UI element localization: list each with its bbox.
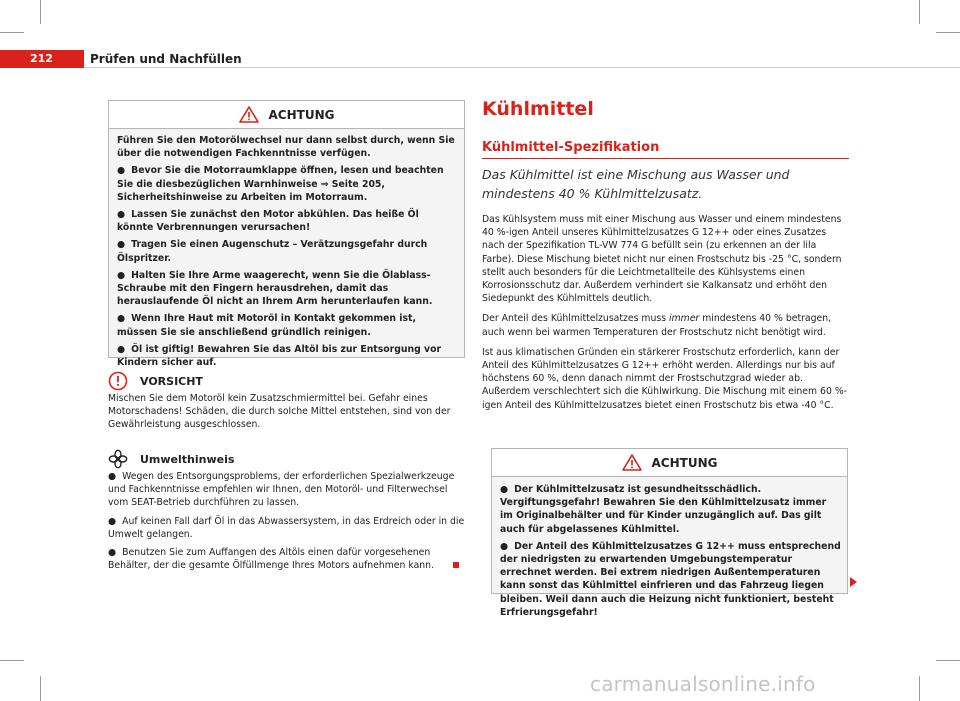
bullet-icon: ● — [500, 484, 509, 495]
crop-mark — [919, 0, 920, 24]
warning-box-oil — [108, 100, 465, 369]
caution-text-block — [108, 392, 465, 432]
bullet-icon: ● — [117, 313, 126, 325]
caution-note — [108, 370, 465, 437]
warning-box-coolant — [491, 448, 848, 618]
coolant-body — [482, 213, 849, 419]
warning-item: ● Öl ist giftig! Bewahren Sie das Altöl bis zur Entsorgung vor Kindern sicher auf. — [117, 343, 442, 369]
coolant-paragraph: Das Kühlsystem muss mit einer Mischung aus Wasser und einem mindestens 40 %-igen Anteil unseres Kühlmittelzusatzes G 12++ oder eines Zusatzes nach der Spezifikation TL-VW 774 G befüllt sein (zu erkennen an der lila Farbe). Diese Mischung bietet nicht nur einen Frostschutz bis -25 °C, sondern stellt auch besonders für die Leichtmetallteile des Kühlsystems einen Korrosionsschutz dar. Außerdem verhindert sie Kalkansatz und erhöht den Siedepunkt des Kühlmittels deutlich. — [482, 214, 842, 305]
warning-item: ● Lassen Sie zunächst den Motor abkühlen. Das heiße Öl könnte Verbrennungen verursachen! — [117, 209, 419, 234]
flower-icon — [108, 449, 128, 469]
warning-triangle-icon — [239, 106, 259, 123]
warning-header — [109, 101, 464, 129]
bullet-icon: ● — [117, 239, 126, 251]
warning-title: ACHTUNG — [268, 107, 335, 122]
warning-item: ● Der Kühlmittelzusatz ist gesundheitsschädlich. Vergiftungsgefahr! Bewahren Sie den Kühlmittelzusatz immer im Originalbehälter und für Kinder unzugänglich auf. Das gilt auch für abgelassenes Kühlmittel. — [500, 484, 827, 535]
warning-intro: Führen Sie den Motorölwechsel nur dann selbst durch, wenn Sie über die notwendigen Fachkenntnisse verfügen. — [117, 135, 455, 160]
continue-arrow-icon — [850, 577, 857, 587]
bullet-icon: ● — [108, 547, 117, 559]
caution-text: Mischen Sie dem Motoröl kein Zusatzschmiermittel bei. Gefahr eines Motorschadens! Schäden, die durch solche Mittel entstehen, sind von der Gewährleistung ausgeschlossen. — [108, 393, 451, 431]
environment-note — [108, 448, 465, 577]
coolant-lead: Das Kühlmittel ist eine Mischung aus Wasser und mindestens 40 % Kühlmittelzusatz. — [482, 167, 790, 201]
warning-body — [109, 129, 464, 369]
warning-item: ● Tragen Sie einen Augenschutz – Verätzungsgefahr durch Ölspritzer. — [117, 239, 428, 264]
bullet-icon: ● — [108, 515, 117, 527]
bullet-icon: ● — [108, 471, 117, 482]
bullet-icon: ● — [500, 540, 509, 552]
environment-title: Umwelthinweis — [140, 452, 235, 466]
bullet-icon: ● — [117, 209, 126, 221]
crop-mark — [936, 32, 960, 33]
crop-mark — [0, 32, 24, 33]
crop-mark — [936, 660, 960, 661]
warning-item: ● Bevor Sie die Motorraumklappe öffnen, lesen und beachten Sie die diesbezüglichen Warnhinweise ⇒ Seite 205, Sicherheitshinweise zu Arbeiten im Motorraum. — [117, 165, 444, 203]
caution-exclamation-icon — [108, 371, 128, 391]
coolant-heading: Kühlmittel — [482, 98, 594, 120]
caution-title: VORSICHT — [140, 374, 203, 388]
warning-title: ACHTUNG — [651, 455, 718, 470]
warning-header — [492, 449, 847, 477]
header-divider — [84, 67, 960, 68]
bullet-icon: ● — [117, 269, 126, 281]
coolant-subheading: Kühlmittel-Spezifikation — [482, 140, 660, 155]
page-number: 212 — [30, 52, 53, 65]
environment-header — [108, 448, 465, 470]
crop-mark — [40, 0, 41, 24]
section-end-marker — [453, 562, 459, 568]
warning-triangle-icon — [622, 454, 642, 471]
emphasis-text: immer — [669, 313, 700, 325]
warning-item: ● Wenn Ihre Haut mit Motoröl in Kontakt gekommen ist, müssen Sie sie anschließend gründlich reinigen. — [117, 313, 416, 338]
environment-item: ● Benutzen Sie zum Auffangen des Altöls einen dafür vorgesehenen Behälter, der die gesamte Ölfüllmenge Ihres Motors aufnehmen kann. — [108, 547, 435, 572]
coolant-paragraph: Der Anteil des Kühlmittelzusatzes muss immer mindestens 40 % betragen, auch wenn bei warmen Temperaturen der Frostschutz nicht benötigt wird. — [482, 313, 832, 338]
watermark: carmanualsonline.info — [590, 672, 816, 696]
crop-mark — [0, 660, 24, 661]
bullet-icon: ● — [117, 343, 126, 355]
subheading-rule — [482, 158, 849, 159]
crop-mark — [919, 676, 920, 701]
crop-mark — [40, 676, 41, 701]
environment-text-block — [108, 470, 465, 572]
environment-item: ● Auf keinen Fall darf Öl in das Abwassersystem, in das Erdreich oder in die Umwelt gelangen. — [108, 515, 465, 540]
coolant-paragraph: Ist aus klimatischen Gründen ein stärkerer Frostschutz erforderlich, kann der Anteil des Kühlmittelzusatzes G 12++ erhöht werden. Allerdings nur bis auf höchstens 60 %, denn danach nimmt der Frostschutzgrad wieder ab. Außerdem verschlechtert sich die Kühlwirkung. Die Mischung mit einem 60 %-igen Anteil des Kühlmittelzusatzes bietet einen Frostschutz bis etwa -40 °C. — [482, 346, 848, 411]
caution-header — [108, 370, 465, 392]
warning-body — [492, 477, 847, 619]
bullet-icon: ● — [117, 165, 126, 177]
environment-item: ● Wegen des Entsorgungsproblems, der erforderlichen Spezialwerkzeuge und Fachkenntnisse empfehlen wir Ihnen, den Motoröl- und Filterwechsel vom SEAT-Betrieb durchführen zu lassen. — [108, 471, 455, 509]
warning-item: ● Halten Sie Ihre Arme waagerecht, wenn Sie die Ölablass-Schraube mit den Fingern herausdrehen, damit das herauslaufende Öl nicht an Ihrem Arm herunterlaufen kann. — [117, 269, 433, 308]
section-title: Prüfen und Nachfüllen — [90, 52, 242, 66]
warning-item: ● Der Anteil des Kühlmittelzusatzes G 12++ muss entsprechend der niedrigsten zu erwartenden Umgebungstemperatur errechnet werden. Bei extrem niedrigen Außentemperaturen kann sonst das Kühlmittel einfrieren und das Fahrzeug liegen bleiben. Weil dann auch die Heizung nicht funktioniert, besteht Erfrierungsgefahr! — [500, 540, 841, 618]
